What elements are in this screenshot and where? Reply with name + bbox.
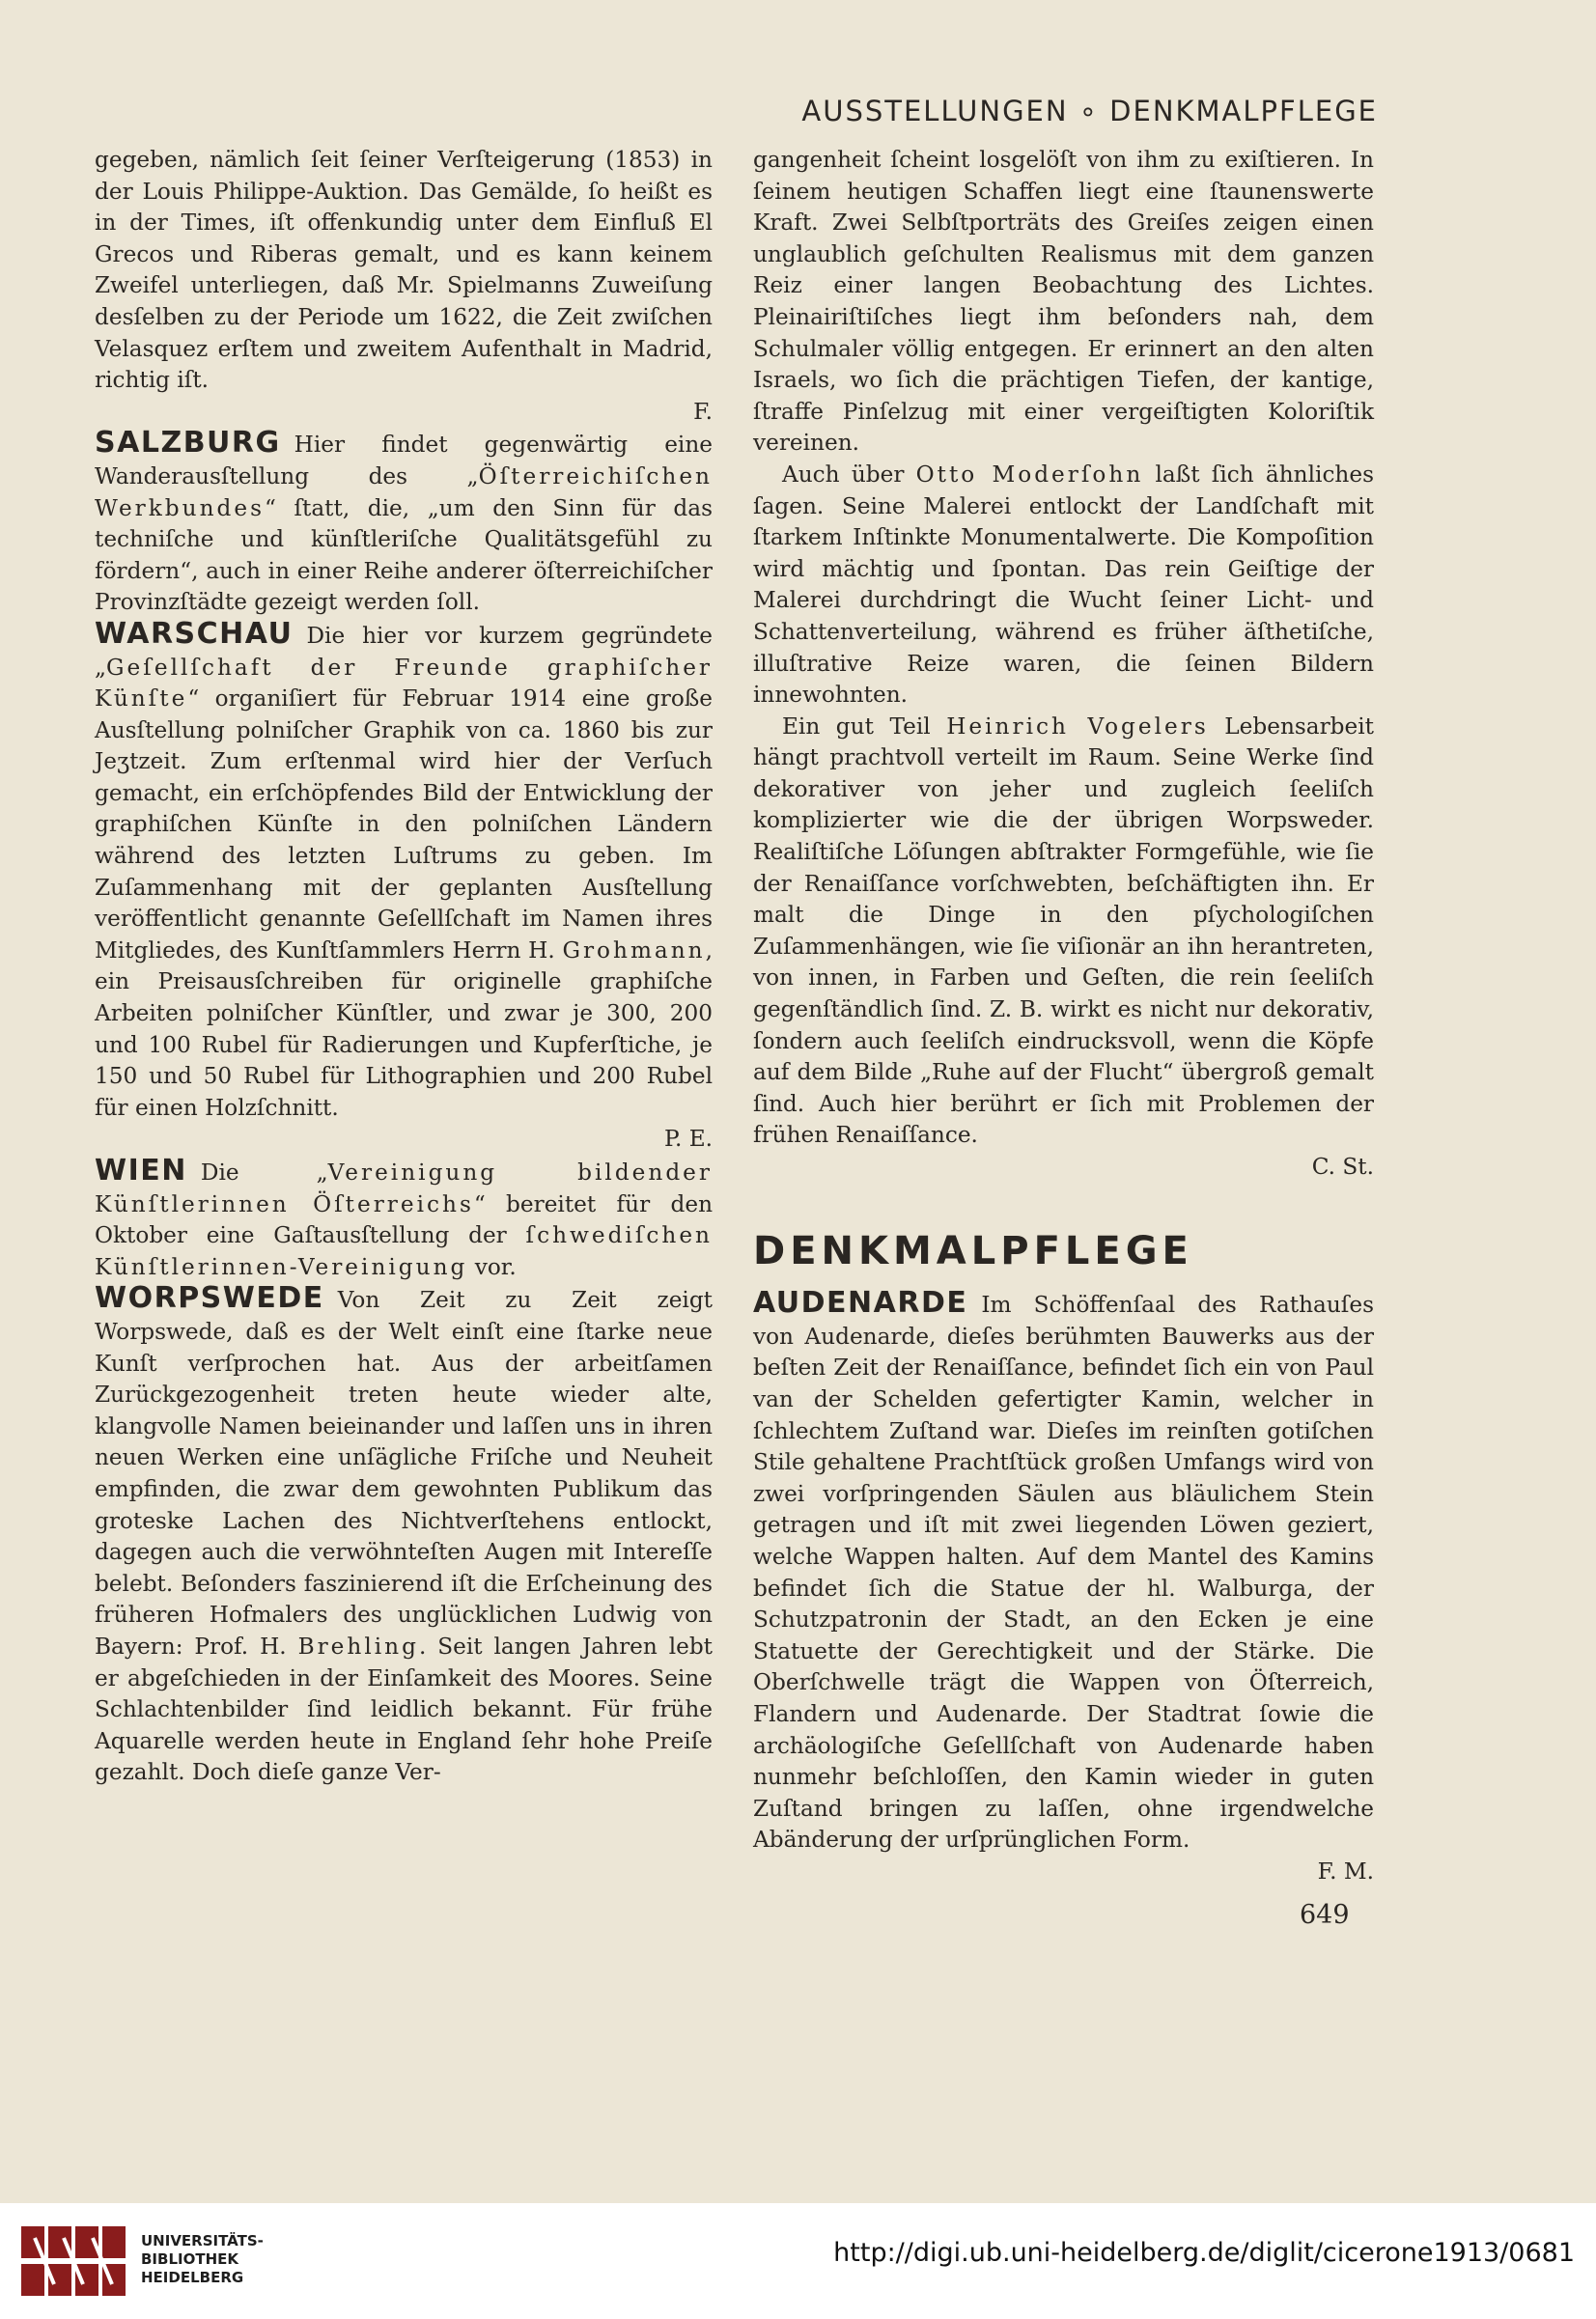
signature: F. (693, 398, 713, 425)
library-seal-icon (15, 2219, 131, 2304)
signature: F. M. (1317, 1858, 1374, 1885)
text-run: laßt ſich ähnliches ſagen. Seine Malerei entlockt der Landſchaft mit ſtarkem Inſtinkte Monumentalwerte. Die Kompoſition wird mächtig und ſpontan. Das rein Geiſtige der Malerei durchdringt die Wucht ſeiner Licht- und Schattenverteilung, während es früher äſthetiſche, illuſtrative Reize waren, die ſeinen Bildern innewohnten. (753, 461, 1374, 709)
spaced-name: Geſellſchaft der Freunde graphiſcher Künſte (95, 654, 713, 712)
spaced-name: ſchwediſchen Künſtlerinnen-Vereinigung (95, 1222, 713, 1280)
page-number: 649 (1300, 1900, 1350, 1930)
library-name (141, 2232, 264, 2287)
library-name-line: UNIVERSITÄTS- (141, 2232, 264, 2249)
place-heading-warschau: WARSCHAU (95, 616, 294, 651)
paragraph-modersohn (753, 460, 1374, 712)
section-wien (95, 1156, 713, 1283)
library-name-line: HEIDELBERG (141, 2269, 244, 2286)
text-run: Die „ (200, 1160, 328, 1186)
spaced-name: Heinrich Vogelers (946, 712, 1209, 740)
text-run: “ ſtatt, die, „um den Sinn für das techniſche und künſtleriſche Qualitätsgefühl zu fördern“, auch in einer Reihe anderer öſterreichiſcher Provinzſtädte gezeigt werden ſoll. (95, 494, 713, 616)
section-warschau (95, 616, 713, 1125)
paragraph-text: gegeben, nämlich ſeit ſeiner Verſteigerung (1853) in der Louis Philippe-Auktion. Das Gemälde, ſo heißt es in der Times, iſt offenkundig unter dem Einfluß El Grecos und Riberas gemalt, und es kann keinem Zweifel unterliegen, daß Mr. Spielmanns Zuweiſung desſelben zu der Periode um 1622, die Zeit zwiſchen Velasquez erſtem und zweitem Aufenthalt in Madrid, richtig iſt. (95, 147, 713, 394)
running-head: AUSSTELLUNGEN ∘ DENKMALPFLEGE (801, 95, 1378, 127)
section-heading-denkmalpflege: DENKMALPFLEGE (753, 1228, 1193, 1273)
spaced-name: Brehling (297, 1633, 419, 1660)
place-heading-salzburg: SALZBURG (95, 426, 281, 461)
paragraph-brehling (753, 145, 1374, 460)
right-column (753, 145, 1374, 1887)
library-name-line: BIBLIOTHEK (141, 2250, 238, 2268)
signature: C. St. (1311, 1154, 1374, 1180)
text-run: Lebensarbeit hängt prachtvoll verteilt im Raum. Seine Werke ſind dekorativer von jeher und zugleich ſeeliſch komplizierter wie die der übrigen Worpsweder. Realiſtiſche Löſungen abſtrakter Formgefühle, wie ſie der Renaiſſance vorſchwebten, beſchäftigten ihn. Er malt die Dinge in den pſychologiſchen Zuſammenhängen, wie ſie viſionär an ihn herantreten, von innen, in Farben und Geſten, die rein ſeeliſch gegenſtändlich ſind. Z. B. wirkt es nicht nur dekorativ, ſondern auch ſeeliſch eindrucksvoll, wenn die Köpfe auf dem Bilde „Ruhe auf der Flucht“ übergroß gemalt ſind. Auch hier berührt er ſich mit Problemen der frühen Renaiſſance. (753, 712, 1374, 1149)
place-heading-worpswede: WORPSWEDE (95, 1281, 324, 1316)
section-salzburg (95, 428, 713, 619)
spaced-name: Vereinigung bildender Künſtlerinnen Öſterreichs (95, 1160, 713, 1217)
section-worpswede (95, 1283, 713, 1789)
paragraph-vogeler (753, 712, 1374, 1152)
paragraph-text: gangenheit ſcheint losgelöſt von ihm zu exiſtieren. In ſeinem heutigen Schaffen liegt eine ſtaunenswerte Kraft. Zwei Selbſtporträts des Greiſes zeigen einen unglaublich geſchulten Realismus mit dem ganzen Reiz einer langen Beobachtung des Lichtes. Pleinairiſtiſches liegt ihm beſonders nah, dem Schulmaler völlig entgegen. Er erinnert an den alten Israels, wo ſich die prächtigen Tiefen, der kantige, ſtraffe Pinſelzug mit einer vergeiſtigten Koloriſtik vereinen. (753, 147, 1374, 457)
left-column (95, 145, 713, 1789)
section-audenarde (753, 1288, 1374, 1857)
text-run: Hier findet gegenwärtig eine Wanderausſtellung des „ (95, 432, 713, 489)
text-run: “ bereitet für den Oktober eine Gaſtausſtellung der (95, 1190, 714, 1249)
text-run: Auch über (782, 461, 916, 488)
spaced-name: Grohmann (562, 936, 706, 964)
text-run: Von Zeit zu Zeit zeigt Worpswede, daß es der Welt einſt eine ſtarke neue Kunſt verſprochen hat. Aus der arbeitſamen Zurückgezogenheit treten heute wieder alte, klangvolle Namen beieinander und laſſen uns in ihren neuen Werken eine unſägliche Friſche und Neuheit empfinden, die zwar dem gewohnten Publikum das groteske Lachen des Nichtverſtehens entlockt, dagegen auch die verwöhnteſten Augen mit Intereſſe belebt. Beſonders faszinierend iſt die Erſcheinung des früheren Hofmalers des unglücklichen Ludwig von Bayern: Prof. H. (95, 1287, 713, 1660)
spaced-name: Otto Moderſohn (915, 461, 1144, 488)
place-heading-wien: WIEN (95, 1154, 187, 1187)
place-heading-audenarde: AUDENARDE (753, 1286, 968, 1321)
text-run: Ein gut Teil (782, 712, 947, 740)
paragraph-greco (95, 145, 713, 397)
text-run: Die hier vor kurzem gegründete „ (95, 622, 713, 681)
text-run: vor. (467, 1253, 517, 1280)
signature: P. E. (664, 1126, 713, 1153)
text-run: Im Schöffenſaal des Rathauſes von Audenarde, dieſes berühmten Bauwerks aus der beſten Zeit der Renaiſſance, befindet ſich ein von Paul van der Schelden gefertigter Kamin, welcher in ſchlechtem Zuſtand war. Dieſes im reinſten gotiſchen Stile gehaltene Prachtſtück großen Umfangs wird von zwei vorſpringenden Säulen aus bläulichem Stein getragen und iſt mit zwei liegenden Löwen geziert, welche Wappen halten. Auf dem Mantel des Kamins befindet ſich die Statue der hl. Walburga, der Schutzpatronin der Stadt, an den Ecken je eine Statuette der Gerechtigkeit und der Stärke. Die Oberſchwelle trägt die Wappen von Öſterreich, Flandern und Audenarde. Der Stadtrat ſowie die archäologiſche Geſellſchaft von Audenarde haben nunmehr beſchloſſen, den Kamin wieder in guten Zuſtand bringen zu laſſen, ohne irgendwelche Abänderung der urſprünglichen Form. (753, 1292, 1374, 1854)
text-run: , ein Preisausſchreiben für originelle graphiſche Arbeiten polniſcher Künſtler, und zwar je 300, 200 und 100 Rubel für Radierungen und Kupferſtiche, je 150 und 50 Rubel für Lithographien und 200 Rubel für einen Holzſchnitt. (95, 936, 713, 1121)
permalink-url[interactable]: http://digi.ub.uni-heidelberg.de/diglit/cicerone1913/0681 (833, 2238, 1575, 2268)
digitization-footer (0, 2203, 1596, 2319)
text-run: “ organiſiert für Februar 1914 eine große Ausſtellung polniſcher Graphik von ca. 1860 bis zur Jeʒtzeit. Zum erſtenmal wird hier der Verſuch gemacht, ein erſchöpfendes Bild der Entwicklung der graphiſchen Künſte in den polniſchen Ländern während des letzten Luſtrums zu geben. Im Zuſammenhang mit der geplanten Ausſtellung veröffentlicht genannte Geſellſchaft im Namen ihres Mitgliedes, des Kunſtſammlers Herrn H. (95, 685, 713, 964)
text-run: . Seit langen Jahren lebt er abgeſchieden in der Einſamkeit des Moores. Seine Schlachtenbilder ſind leidlich bekannt. Für frühe Aquarelle werden heute in England ſehr hohe Preiſe gezahlt. Doch dieſe ganze Ver- (95, 1633, 713, 1786)
spaced-name: Öſterreichiſchen Werkbundes (95, 462, 713, 521)
